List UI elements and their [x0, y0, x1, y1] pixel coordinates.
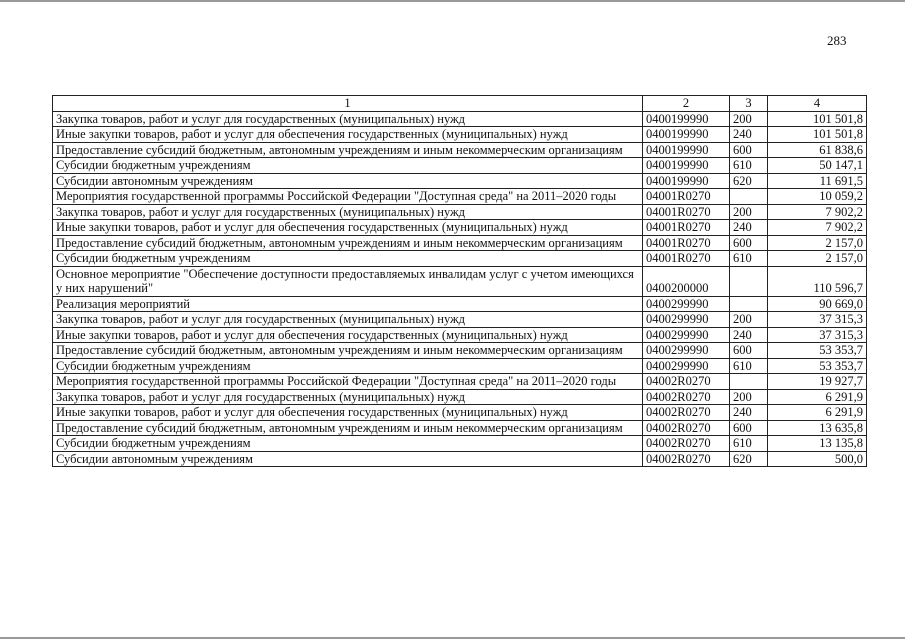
cell-code: 04001R0270 — [643, 189, 730, 205]
cell-code: 0400199990 — [643, 111, 730, 127]
cell-type — [730, 296, 768, 312]
cell-name: Субсидии бюджетным учреждениям — [53, 436, 643, 452]
cell-name: Иные закупки товаров, работ и услуг для обеспечения государственных (муниципальных) нужд — [53, 127, 643, 143]
table-row — [53, 251, 867, 267]
header-cell-amount: 4 — [768, 96, 867, 112]
table-row — [53, 389, 867, 405]
table-row — [53, 327, 867, 343]
cell-amount: 101 501,8 — [768, 127, 867, 143]
cell-amount: 13 635,8 — [768, 420, 867, 436]
table-row — [53, 111, 867, 127]
cell-amount: 101 501,8 — [768, 111, 867, 127]
cell-name: Закупка товаров, работ и услуг для государственных (муниципальных) нужд — [53, 312, 643, 328]
cell-name: Основное мероприятие "Обеспечение доступности предоставляемых инвалидам услуг с учетом имеющихся у них нарушений" — [53, 266, 643, 296]
cell-type: 600 — [730, 343, 768, 359]
cell-type: 610 — [730, 251, 768, 267]
cell-type: 200 — [730, 111, 768, 127]
cell-name: Закупка товаров, работ и услуг для государственных (муниципальных) нужд — [53, 389, 643, 405]
budget-table — [52, 95, 867, 467]
cell-type: 600 — [730, 420, 768, 436]
cell-name: Субсидии бюджетным учреждениям — [53, 358, 643, 374]
table-row — [53, 420, 867, 436]
cell-type — [730, 266, 768, 296]
cell-code: 04002R0270 — [643, 374, 730, 390]
cell-code: 0400199990 — [643, 158, 730, 174]
page-number: 283 — [827, 33, 847, 48]
header-cell-name: 1 — [53, 96, 643, 112]
table-row — [53, 451, 867, 467]
cell-amount: 7 902,2 — [768, 204, 867, 220]
cell-amount: 6 291,9 — [768, 405, 867, 421]
cell-name: Мероприятия государственной программы Российской Федерации "Доступная среда" на 2011–2020 годы — [53, 189, 643, 205]
cell-name: Иные закупки товаров, работ и услуг для обеспечения государственных (муниципальных) нужд — [53, 327, 643, 343]
cell-name: Иные закупки товаров, работ и услуг для обеспечения государственных (муниципальных) нужд — [53, 220, 643, 236]
table-row — [53, 374, 867, 390]
budget-table-body — [53, 96, 867, 467]
table-row — [53, 173, 867, 189]
cell-name: Предоставление субсидий бюджетным, автономным учреждениям и иным некоммерческим организациям — [53, 235, 643, 251]
header-cell-code: 2 — [643, 96, 730, 112]
cell-type: 240 — [730, 405, 768, 421]
cell-code: 0400299990 — [643, 296, 730, 312]
cell-name: Закупка товаров, работ и услуг для государственных (муниципальных) нужд — [53, 111, 643, 127]
cell-amount: 6 291,9 — [768, 389, 867, 405]
cell-type: 240 — [730, 220, 768, 236]
cell-type: 600 — [730, 235, 768, 251]
table-row — [53, 312, 867, 328]
cell-amount: 61 838,6 — [768, 142, 867, 158]
cell-type: 200 — [730, 312, 768, 328]
header-cell-type: 3 — [730, 96, 768, 112]
cell-code: 0400199990 — [643, 127, 730, 143]
table-row — [53, 220, 867, 236]
cell-code: 0400299990 — [643, 327, 730, 343]
cell-code: 0400199990 — [643, 142, 730, 158]
cell-type: 610 — [730, 158, 768, 174]
cell-type — [730, 189, 768, 205]
cell-amount: 13 135,8 — [768, 436, 867, 452]
table-row — [53, 189, 867, 205]
cell-name: Субсидии бюджетным учреждениям — [53, 158, 643, 174]
table-row — [53, 127, 867, 143]
table-row — [53, 266, 867, 296]
cell-amount: 7 902,2 — [768, 220, 867, 236]
table-header-row — [53, 96, 867, 112]
table-row — [53, 296, 867, 312]
cell-code: 04001R0270 — [643, 235, 730, 251]
cell-type: 610 — [730, 358, 768, 374]
cell-code: 04001R0270 — [643, 204, 730, 220]
table-row — [53, 358, 867, 374]
cell-code: 0400299990 — [643, 343, 730, 359]
cell-amount: 53 353,7 — [768, 343, 867, 359]
scan-bottom-edge — [0, 637, 905, 639]
cell-amount: 110 596,7 — [768, 266, 867, 296]
cell-name: Мероприятия государственной программы Российской Федерации "Доступная среда" на 2011–2020 годы — [53, 374, 643, 390]
cell-name: Предоставление субсидий бюджетным, автономным учреждениям и иным некоммерческим организациям — [53, 142, 643, 158]
table-row — [53, 343, 867, 359]
cell-amount: 19 927,7 — [768, 374, 867, 390]
cell-amount: 2 157,0 — [768, 235, 867, 251]
cell-type: 240 — [730, 127, 768, 143]
cell-name: Предоставление субсидий бюджетным, автономным учреждениям и иным некоммерческим организациям — [53, 420, 643, 436]
cell-code: 04002R0270 — [643, 451, 730, 467]
table-row — [53, 405, 867, 421]
cell-code: 04002R0270 — [643, 436, 730, 452]
cell-code: 0400200000 — [643, 266, 730, 296]
table-row — [53, 142, 867, 158]
table-row — [53, 235, 867, 251]
cell-type: 200 — [730, 389, 768, 405]
cell-name: Закупка товаров, работ и услуг для государственных (муниципальных) нужд — [53, 204, 643, 220]
cell-name: Субсидии автономным учреждениям — [53, 451, 643, 467]
table-row — [53, 436, 867, 452]
cell-type — [730, 374, 768, 390]
cell-code: 04002R0270 — [643, 389, 730, 405]
cell-amount: 50 147,1 — [768, 158, 867, 174]
cell-amount: 500,0 — [768, 451, 867, 467]
cell-type: 200 — [730, 204, 768, 220]
cell-code: 0400299990 — [643, 358, 730, 374]
cell-amount: 2 157,0 — [768, 251, 867, 267]
cell-name: Субсидии автономным учреждениям — [53, 173, 643, 189]
table-row — [53, 158, 867, 174]
cell-type: 620 — [730, 173, 768, 189]
cell-type: 600 — [730, 142, 768, 158]
cell-name: Предоставление субсидий бюджетным, автономным учреждениям и иным некоммерческим организациям — [53, 343, 643, 359]
cell-code: 0400199990 — [643, 173, 730, 189]
cell-type: 240 — [730, 327, 768, 343]
cell-code: 04002R0270 — [643, 405, 730, 421]
cell-amount: 37 315,3 — [768, 327, 867, 343]
cell-name: Реализация мероприятий — [53, 296, 643, 312]
scan-top-edge — [0, 0, 905, 2]
cell-type: 610 — [730, 436, 768, 452]
cell-code: 04001R0270 — [643, 251, 730, 267]
table-row — [53, 204, 867, 220]
cell-name: Иные закупки товаров, работ и услуг для обеспечения государственных (муниципальных) нужд — [53, 405, 643, 421]
cell-type: 620 — [730, 451, 768, 467]
cell-amount: 53 353,7 — [768, 358, 867, 374]
cell-code: 04001R0270 — [643, 220, 730, 236]
cell-name: Субсидии бюджетным учреждениям — [53, 251, 643, 267]
cell-code: 0400299990 — [643, 312, 730, 328]
cell-amount: 37 315,3 — [768, 312, 867, 328]
cell-amount: 90 669,0 — [768, 296, 867, 312]
cell-amount: 10 059,2 — [768, 189, 867, 205]
cell-amount: 11 691,5 — [768, 173, 867, 189]
cell-code: 04002R0270 — [643, 420, 730, 436]
